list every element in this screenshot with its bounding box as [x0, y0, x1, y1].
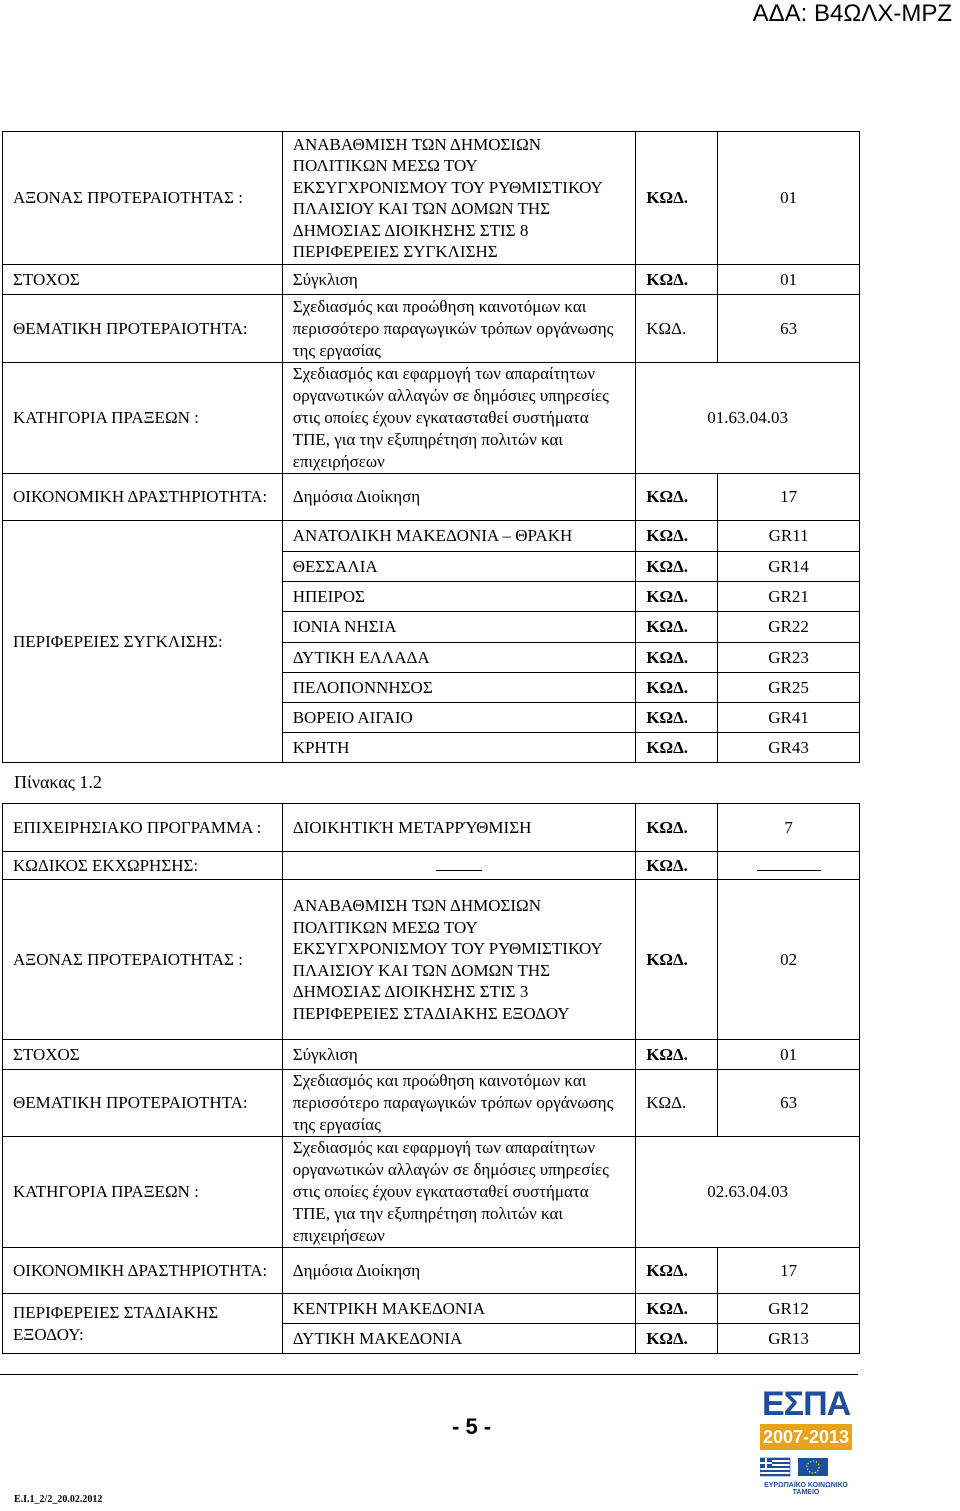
kodikos-label: ΚΩΔΙΚΟΣ ΕΚΧΩΡΗΣΗΣ:	[3, 852, 283, 880]
oikonomiki-label: ΟΙΚΟΝΟΜΙΚΗ ΔΡΑΣΤΗΡΙΟΤΗΤΑ:	[3, 474, 283, 521]
kod-label: ΚΩΔ.	[636, 132, 718, 265]
stoxos-code: 01	[718, 1040, 860, 1070]
region-name: ΙΟΝΙΑ ΝΗΣΙΑ	[282, 612, 636, 643]
oikonomiki-code: 17	[718, 474, 860, 521]
kod-label: ΚΩΔ.	[636, 703, 718, 733]
stoxos-text: Σύγκλιση	[282, 1040, 636, 1070]
table-phasing-out	[2, 803, 860, 1354]
kategoria-label: ΚΑΤΗΓΟΡΙΑ ΠΡΑΞΕΩΝ :	[3, 363, 283, 474]
table-caption: Πίνακας 1.2	[14, 772, 102, 792]
kod-label: ΚΩΔ.	[636, 295, 718, 363]
kod-label: ΚΩΔ.	[636, 1070, 718, 1137]
kod-label: ΚΩΔ.	[636, 1248, 718, 1294]
region-code: GR12	[718, 1294, 860, 1324]
axonas-text: ΑΝΑΒΑΘΜΙΣΗ ΤΩΝ ΔΗΜΟΣΙΩΝ ΠΟΛΙΤΙΚΩΝ ΜΕΣΩ ΤΟΥ ΕΚΣΥΓΧΡΟΝΙΣΜΟΥ ΤΟΥ ΡΥΘΜΙΣΤΙΚΟΥ ΠΛΑΙΣΙΟΥ ΚΑΙ ΤΩΝ ΔΟΜΩΝ ΤΗΣ ΔΗΜΟΣΙΑΣ ΔΙΟΙΚΗΣΗΣ ΣΤΙΣ 8 ΠΕΡΙΦΕΡΕΙΕΣ ΣΥΓΚΛΙΣΗΣ	[282, 132, 636, 265]
region-name: ΘΕΣΣΑΛΙΑ	[282, 552, 636, 582]
stoxos-text: Σύγκλιση	[282, 265, 636, 295]
doc-code: Ε.Ι.1_2/2_20.02.2012	[14, 1494, 103, 1505]
kod-label: ΚΩΔ.	[636, 474, 718, 521]
kod-label: ΚΩΔ.	[636, 673, 718, 703]
kod-label: ΚΩΔ.	[636, 582, 718, 612]
region-name: ΑΝΑΤΟΛΙΚΗ ΜΑΚΕΔΟΝΙΑ – ΘΡΑΚΗ	[282, 521, 636, 552]
region-code: GR22	[718, 612, 860, 643]
region-code: GR21	[718, 582, 860, 612]
kod-label: ΚΩΔ.	[636, 804, 718, 852]
table-convergence	[2, 131, 860, 763]
stoxos-code: 01	[718, 265, 860, 295]
kod-label: ΚΩΔ.	[636, 643, 718, 673]
ada-code: ΑΔΑ: Β4ΩΛΧ-ΜΡΖ	[752, 0, 952, 27]
espa-logo	[756, 1384, 852, 1500]
stoxos-label: ΣΤΟΧΟΣ	[3, 265, 283, 295]
region-code: GR11	[718, 521, 860, 552]
oikonomiki-text: Δημόσια Διοίκηση	[282, 1248, 636, 1294]
kod-label: ΚΩΔ.	[636, 265, 718, 295]
thematiki-label: ΘΕΜΑΤΙΚΗ ΠΡΟΤΕΡΑΙΟΤΗΤΑ:	[3, 295, 283, 363]
thematiki-text: Σχεδιασμός και προώθηση καινοτόμων και περισσότερο παραγωγικών τρόπων οργάνωσης της εργασίας	[282, 295, 636, 363]
ep-label: ΕΠΙΧΕΙΡΗΣΙΑΚΟ ΠΡΟΓΡΑΜΜΑ :	[3, 804, 283, 852]
footer-rule	[0, 1374, 858, 1375]
stoxos-label: ΣΤΟΧΟΣ	[3, 1040, 283, 1070]
region-name: ΚΡΗΤΗ	[282, 733, 636, 763]
region-code: GR13	[718, 1324, 860, 1354]
thematiki-text: Σχεδιασμός και προώθηση καινοτόμων και περισσότερο παραγωγικών τρόπων οργάνωσης της εργασίας	[282, 1070, 636, 1137]
kod-label: ΚΩΔ.	[636, 852, 718, 880]
ep-text: ΔΙΟΙΚΗΤΙΚΉ ΜΕΤΑΡΡΎΘΜΙΣΗ	[282, 804, 636, 852]
kod-label: ΚΩΔ.	[636, 552, 718, 582]
axonas-code: 01	[718, 132, 860, 265]
kod-label: ΚΩΔ.	[636, 880, 718, 1040]
page-number: - 5 -	[452, 1414, 492, 1439]
kod-label: ΚΩΔ.	[636, 1324, 718, 1354]
kategoria-code: 02.63.04.03	[636, 1137, 860, 1248]
kodikos-code-blank	[718, 852, 860, 880]
thematiki-code: 63	[718, 1070, 860, 1137]
kod-label: ΚΩΔ.	[636, 1294, 718, 1324]
thematiki-code: 63	[718, 295, 860, 363]
kategoria-code: 01.63.04.03	[636, 363, 860, 474]
region-code: GR41	[718, 703, 860, 733]
axonas-label: ΑΞΟΝΑΣ ΠΡΟΤΕΡΑΙΟΤΗΤΑΣ :	[3, 132, 283, 265]
espa-logo-fund: ΕΥΡΩΠΑΪΚΟ ΚΟΙΝΩΝΙΚΟ ΤΑΜΕΙΟ	[764, 1482, 848, 1496]
oikonomiki-label: ΟΙΚΟΝΟΜΙΚΗ ΔΡΑΣΤΗΡΙΟΤΗΤΑ:	[3, 1248, 283, 1294]
region-name: ΔΥΤΙΚΗ ΜΑΚΕΔΟΝΙΑ	[282, 1324, 636, 1354]
thematiki-label: ΘΕΜΑΤΙΚΗ ΠΡΟΤΕΡΑΙΟΤΗΤΑ:	[3, 1070, 283, 1137]
region-name: ΗΠΕΙΡΟΣ	[282, 582, 636, 612]
region-name: ΒΟΡΕΙΟ ΑΙΓΑΙΟ	[282, 703, 636, 733]
ep-code: 7	[718, 804, 860, 852]
espa-logo-text: ΕΣΠΑ	[762, 1385, 851, 1423]
kategoria-label: ΚΑΤΗΓΟΡΙΑ ΠΡΑΞΕΩΝ :	[3, 1137, 283, 1248]
region-code: GR43	[718, 733, 860, 763]
region-name: ΔΥΤΙΚΗ ΕΛΛΑΔΑ	[282, 643, 636, 673]
oikonomiki-code: 17	[718, 1248, 860, 1294]
kategoria-text: Σχεδιασμός και εφαρμογή των απαραίτητων οργανωτικών αλλαγών σε δημόσιες υπηρεσίες στις οποίες έχουν εγκατασταθεί συστήματα ΤΠΕ, για την εξυπηρέτηση πολιτών και επιχειρήσεων	[282, 1137, 636, 1248]
region-name: ΚΕΝΤΡΙΚΗ ΜΑΚΕΔΟΝΙΑ	[282, 1294, 636, 1324]
regions-label: ΠΕΡΙΦΕΡΕΙΕΣ ΣΥΓΚΛΙΣΗΣ:	[3, 521, 283, 763]
kod-label: ΚΩΔ.	[636, 521, 718, 552]
kod-label: ΚΩΔ.	[636, 733, 718, 763]
axonas-text: ΑΝΑΒΑΘΜΙΣΗ ΤΩΝ ΔΗΜΟΣΙΩΝ ΠΟΛΙΤΙΚΩΝ ΜΕΣΩ ΤΟΥ ΕΚΣΥΓΧΡΟΝΙΣΜΟΥ ΤΟΥ ΡΥΘΜΙΣΤΙΚΟΥ ΠΛΑΙΣΙΟΥ ΚΑΙ ΤΩΝ ΔΟΜΩΝ ΤΗΣ ΔΗΜΟΣΙΑΣ ΔΙΟΙΚΗΣΗΣ ΣΤΙΣ 3 ΠΕΡΙΦΕΡΕΙΕΣ ΣΤΑΔΙΑΚΗΣ ΕΞΟΔΟΥ	[282, 880, 636, 1040]
region-code: GR14	[718, 552, 860, 582]
region-code: GR25	[718, 673, 860, 703]
regions-label: ΠΕΡΙΦΕΡΕΙΕΣ ΣΤΑΔΙΑΚΗΣ ΕΞΟΔΟΥ:	[3, 1294, 283, 1354]
axonas-label: ΑΞΟΝΑΣ ΠΡΟΤΕΡΑΙΟΤΗΤΑΣ :	[3, 880, 283, 1040]
region-name: ΠΕΛΟΠΟΝΝΗΣΟΣ	[282, 673, 636, 703]
oikonomiki-text: Δημόσια Διοίκηση	[282, 474, 636, 521]
kategoria-text: Σχεδιασμός και εφαρμογή των απαραίτητων οργανωτικών αλλαγών σε δημόσιες υπηρεσίες στις οποίες έχουν εγκατασταθεί συστήματα ΤΠΕ, για την εξυπηρέτηση πολιτών και επιχειρήσεων	[282, 363, 636, 474]
region-code: GR23	[718, 643, 860, 673]
axonas-code: 02	[718, 880, 860, 1040]
kod-label: ΚΩΔ.	[636, 612, 718, 643]
flags-icon	[760, 1456, 852, 1478]
espa-logo-years: 2007-2013	[760, 1424, 852, 1450]
kod-label: ΚΩΔ.	[636, 1040, 718, 1070]
kodikos-blank	[282, 852, 636, 880]
